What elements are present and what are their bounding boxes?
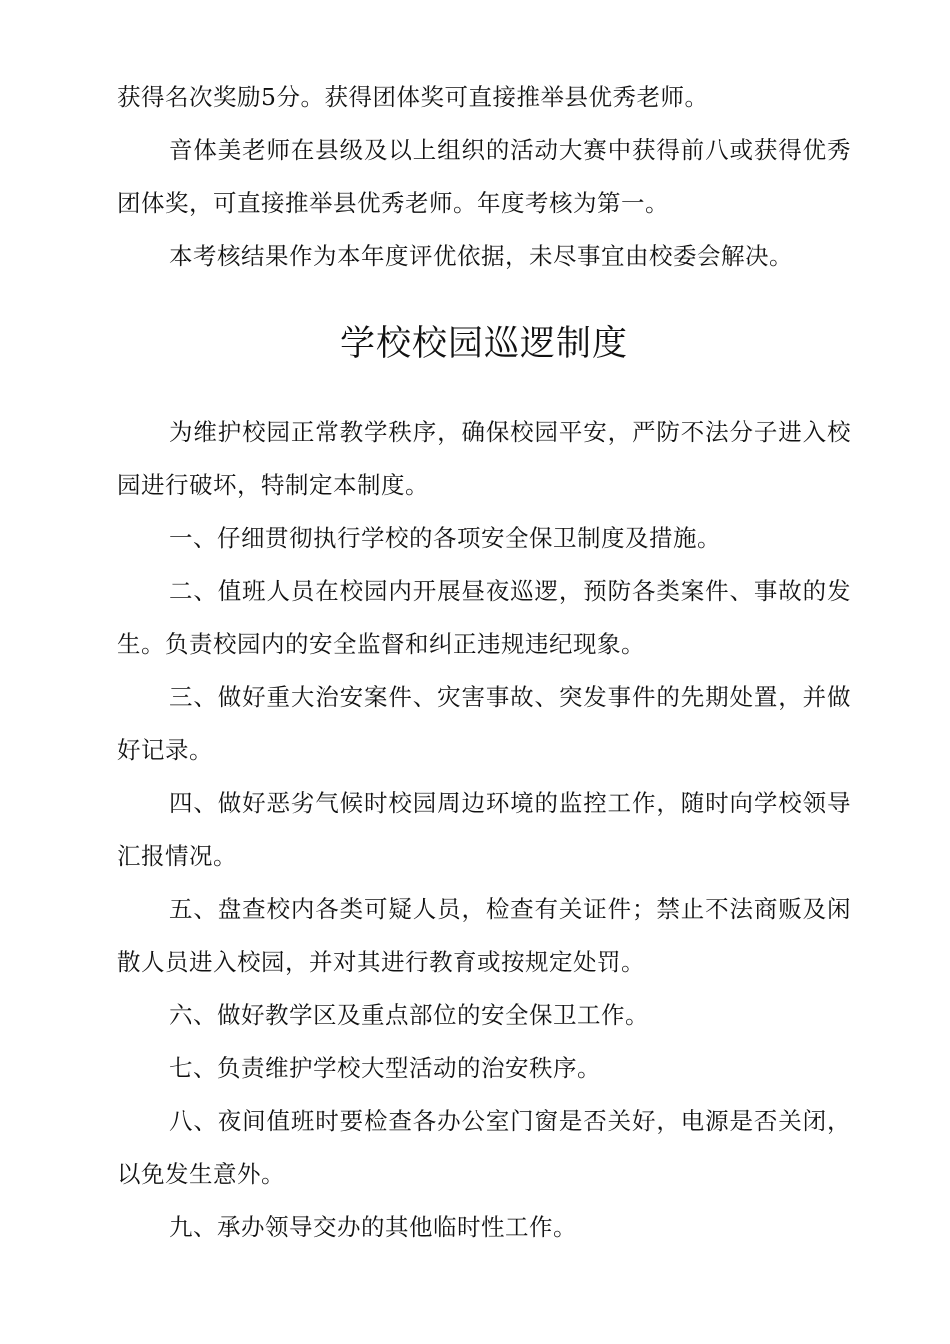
rule-item-6: 六、做好教学区及重点部位的安全保卫工作。 (169, 1001, 649, 1029)
paragraph-assessment-basis: 本考核结果作为本年度评优依据，未尽事宜由校委会解决。 (169, 242, 793, 270)
paragraph-arts-teachers: 音体美老师在县级及以上组织的活动大赛中获得前八或获得优秀团体奖，可直接推举县优秀老师。年度考核为第一。 (117, 136, 851, 217)
rule-item-2: 二、值班人员在校园内开展昼夜巡逻，预防各类案件、事故的发生。负责校园内的安全监督和纠正违规违纪现象。 (117, 577, 851, 658)
rule-item-9: 九、承办领导交办的其他临时性工作。 (169, 1213, 577, 1241)
rule-item-4: 四、做好恶劣气候时校园周边环境的监控工作，随时向学校领导汇报情况。 (117, 789, 851, 870)
rule-item-7: 七、负责维护学校大型活动的治安秩序。 (169, 1054, 601, 1082)
document-title: 学校校园巡逻制度 (339, 324, 628, 364)
rule-item-8: 八、夜间值班时要检查各办公室门窗是否关好，电源是否关闭，以免发生意外。 (117, 1107, 851, 1188)
rule-item-5: 五、盘查校内各类可疑人员，检查有关证件；禁止不法商贩及闲散人员进入校园，并对其进行教育或按规定处罚。 (117, 895, 851, 976)
document-body (117, 71, 851, 1254)
paragraph-intro: 为维护校园正常教学秩序，确保校园平安，严防不法分子进入校园进行破坏，特制定本制度。 (117, 418, 851, 499)
rule-item-3: 三、做好重大治安案件、灾害事故、突发事件的先期处置，并做好记录。 (117, 683, 851, 764)
rule-item-1: 一、仔细贯彻执行学校的各项安全保卫制度及措施。 (169, 524, 721, 552)
paragraph-award-points: 获得名次奖励5分。获得团体奖可直接推举县优秀老师。 (117, 83, 709, 111)
